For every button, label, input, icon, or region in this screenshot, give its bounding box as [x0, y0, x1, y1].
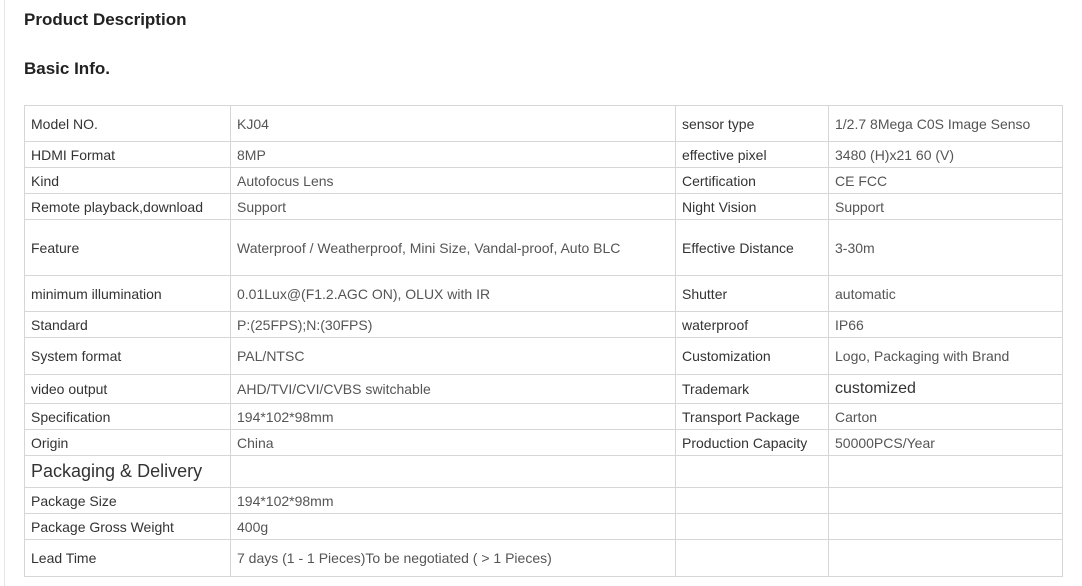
spec-key: Feature: [25, 220, 231, 276]
spec-value: 194*102*98mm: [231, 488, 676, 514]
table-row: [25, 168, 1063, 194]
spec-key: Production Capacity: [676, 430, 829, 456]
spec-key: sensor type: [676, 106, 829, 142]
spec-table: [24, 105, 1063, 577]
basic-info-heading: Basic Info.: [24, 59, 110, 78]
spec-value: China: [231, 430, 676, 456]
table-row: [25, 338, 1063, 375]
spec-value: 1/2.7 8Mega C0S Image Senso: [829, 106, 1063, 142]
table-row: [25, 514, 1063, 540]
spec-value: Logo, Packaging with Brand: [829, 338, 1063, 375]
product-description-heading: Product Description: [24, 10, 187, 29]
spec-key: waterproof: [676, 312, 829, 338]
spec-value: P:(25FPS);N:(30FPS): [231, 312, 676, 338]
left-divider: [4, 0, 5, 586]
spec-key: Certification: [676, 168, 829, 194]
spec-key: Model NO.: [25, 106, 231, 142]
spec-value: 400g: [231, 514, 676, 540]
spec-value: 194*102*98mm: [231, 404, 676, 430]
spec-key: Trademark: [676, 375, 829, 404]
empty-cell: [829, 540, 1063, 577]
packaging-delivery-heading: Packaging & Delivery: [25, 456, 231, 488]
table-row: [25, 488, 1063, 514]
table-row: [25, 312, 1063, 338]
spec-key: video output: [25, 375, 231, 404]
table-row: [25, 404, 1063, 430]
spec-value: 3480 (H)x21 60 (V): [829, 142, 1063, 168]
empty-cell: [829, 456, 1063, 488]
empty-cell: [829, 514, 1063, 540]
spec-value: IP66: [829, 312, 1063, 338]
table-row: [25, 540, 1063, 577]
empty-cell: [676, 456, 829, 488]
spec-key: Origin: [25, 430, 231, 456]
table-row: [25, 220, 1063, 276]
spec-key: Shutter: [676, 276, 829, 312]
table-row: [25, 276, 1063, 312]
spec-value: Support: [829, 194, 1063, 220]
empty-cell: [829, 488, 1063, 514]
spec-value: Autofocus Lens: [231, 168, 676, 194]
table-row: [25, 456, 1063, 488]
spec-value: PAL/NTSC: [231, 338, 676, 375]
spec-value: 7 days (1 - 1 Pieces)To be negotiated ( > 1 Pieces): [231, 540, 676, 577]
spec-key: Specification: [25, 404, 231, 430]
table-row: [25, 375, 1063, 404]
spec-value: Waterproof / Weatherproof, Mini Size, Vandal-proof, Auto BLC: [231, 220, 676, 276]
spec-value: KJ04: [231, 106, 676, 142]
spec-value: 0.01Lux@(F1.2.AGC ON), OLUX with IR: [231, 276, 676, 312]
spec-key: Effective Distance: [676, 220, 829, 276]
spec-value: 50000PCS/Year: [829, 430, 1063, 456]
table-row: [25, 142, 1063, 168]
spec-value: CE FCC: [829, 168, 1063, 194]
empty-cell: [676, 488, 829, 514]
table-row: [25, 430, 1063, 456]
spec-value: AHD/TVI/CVI/CVBS switchable: [231, 375, 676, 404]
spec-key: Kind: [25, 168, 231, 194]
table-row: [25, 194, 1063, 220]
empty-cell: [676, 514, 829, 540]
spec-key: System format: [25, 338, 231, 375]
spec-value: 3-30m: [829, 220, 1063, 276]
empty-cell: [231, 456, 676, 488]
spec-key: Standard: [25, 312, 231, 338]
spec-key: HDMI Format: [25, 142, 231, 168]
spec-value: Support: [231, 194, 676, 220]
spec-value: Carton: [829, 404, 1063, 430]
spec-key: Customization: [676, 338, 829, 375]
spec-key: Transport Package: [676, 404, 829, 430]
spec-value: customized: [829, 375, 1063, 404]
spec-key: minimum illumination: [25, 276, 231, 312]
spec-value: 8MP: [231, 142, 676, 168]
spec-key: Remote playback,download: [25, 194, 231, 220]
empty-cell: [676, 540, 829, 577]
spec-key: Package Size: [25, 488, 231, 514]
spec-key: Package Gross Weight: [25, 514, 231, 540]
spec-key: Night Vision: [676, 194, 829, 220]
spec-value: automatic: [829, 276, 1063, 312]
spec-key: Lead Time: [25, 540, 231, 577]
spec-key: effective pixel: [676, 142, 829, 168]
table-row: [25, 106, 1063, 142]
